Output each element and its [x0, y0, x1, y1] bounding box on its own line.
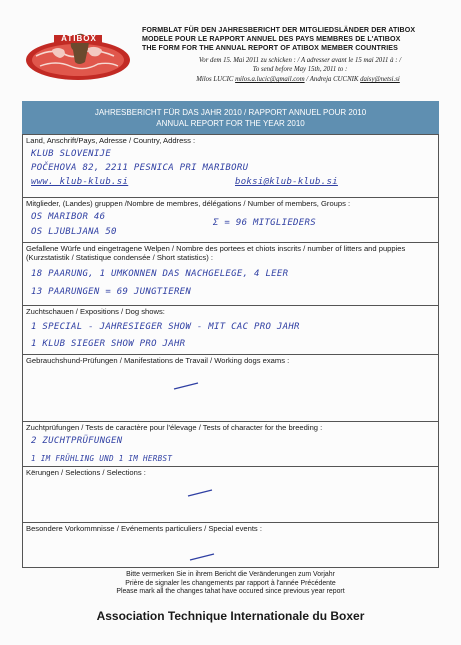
notice-line-de: Bitte vermerken Sie in ihrem Bericht die Veränderungen zum Vorjahr [126, 571, 335, 578]
send-line-1: Vor dem 15. Mai 2011 zu schicken : / A adresser avant le 15 mai 2011 à : / [198, 57, 402, 64]
handwritten-breeding-line-2: 1 IM FRÜHLING UND 1 IM HERBST [31, 454, 173, 463]
contacts-line [140, 75, 456, 84]
logo-wordmark: ATIBOX [61, 34, 97, 43]
handwritten-group-maribor: OS MARIBOR 46 [31, 212, 106, 222]
report-year-banner [22, 101, 439, 134]
organization-footer: Association Technique Internationale du Boxer [96, 609, 365, 623]
handwritten-group-ljubljana: OS LJUBLJANA 50 [31, 227, 117, 237]
section-breeding-tests [23, 421, 438, 466]
form-title [142, 26, 454, 53]
empty-field-stroke-icon [173, 382, 199, 390]
handwritten-shows-line-1: 1 SPECIAL - JAHRESIEGER SHOW - MIT CAC PRO JAHR [31, 322, 300, 332]
changes-notice [22, 571, 439, 597]
handwritten-shows-line-2: 1 KLUB SIEGER SHOW PRO JAHR [31, 339, 186, 349]
handwritten-address: POČEHOVA 82, 2211 PESNICA PRI MARIBORU [31, 163, 249, 173]
report-form [22, 134, 439, 568]
form-title-en: THE FORM FOR THE ANNUAL REPORT OF ATIBOX MEMBER COUNTRIES [142, 44, 398, 52]
atibox-logo [22, 26, 134, 82]
section-selections [23, 466, 438, 522]
handwritten-club-name: KLUB SLOVENIJE [31, 149, 112, 159]
handwritten-breeding-line-1: 2 ZUCHTPRÜFUNGEN [31, 436, 123, 446]
section-working-dogs-exams [23, 354, 438, 421]
handwritten-litters-line-2: 13 PAARUNGEN = 69 JUNGTIEREN [31, 287, 192, 297]
contact-email-1[interactable]: milos.a.lucic@gmail.com [235, 76, 305, 83]
section-country-address [23, 135, 438, 197]
section-label: Besondere Vorkommnisse / Evénements particuliers / Special events : [26, 524, 262, 533]
notice-line-fr: Prière de signaler les changements par rapport à l'année Précédente [125, 579, 336, 587]
empty-field-stroke-icon [189, 553, 215, 561]
handwritten-email: boksi@klub-klub.si [235, 177, 338, 187]
section-label: Mitglieder, (Landes) gruppen /Nombre de membres, délégations / Number of members, Groups : [26, 199, 351, 208]
empty-field-stroke-icon [187, 489, 213, 497]
contact-name-2: / Andreja CUCNIK [304, 76, 361, 83]
section-label: Gebrauchshund-Prüfungen / Manifestations de Travail / Working dogs exams : [26, 356, 290, 365]
banner-line-2: ANNUAL REPORT FOR THE YEAR 2010 [156, 118, 305, 128]
handwritten-website: www. klub-klub.si [31, 177, 129, 187]
contact-name-1: Milos LUCIC [196, 76, 234, 83]
form-title-fr: MODELE POUR LE RAPPORT ANNUEL DES PAYS MEMBRES DE L'ATIBOX [142, 35, 401, 43]
handwritten-litters-line-1: 18 PAARUNG, 1 UMKONNEN DAS NACHGELEGE, 4 LEER [31, 269, 289, 279]
section-label: Zuchtschauen / Expositions / Dog shows: [26, 307, 165, 316]
handwritten-member-total: Σ = 96 MITGLIEDERS [213, 218, 316, 228]
section-label: Kërungen / Selections / Selections : [26, 468, 146, 477]
banner-line-1: JAHRESBERICHT FÜR DAS JAHR 2010 / RAPPORT ANNUEL POUR 2010 [94, 107, 367, 117]
section-dog-shows [23, 305, 438, 354]
send-line-2: To send before May 15th, 2011 to : [252, 66, 348, 73]
section-litters-puppies [23, 242, 438, 305]
section-label: Land, Anschrift/Pays, Adresse / Country, Address : [26, 136, 196, 145]
contact-email-2[interactable]: daisy@netsi.si [360, 76, 400, 83]
form-title-de: FORMBLAT FÜR DEN JAHRESBERICHT DER MITGLIEDSLÄNDER DER ATIBOX [142, 26, 416, 34]
section-label: Gefallene Würfe und eingetragene Welpen / Nombre des portees et chiots inscrits / number of litters and puppies (Kurzstatistik / Statistique condensée / Short statistics) : [26, 244, 406, 262]
section-label: Zuchtprüfungen / Tests de caractère pour l'élevage / Tests of character for the breeding : [26, 423, 323, 432]
section-members-groups [23, 197, 438, 242]
section-special-events [23, 522, 438, 567]
notice-line-en: Please mark all the changes tahat have occured since previous year report [116, 588, 345, 595]
send-instructions [150, 56, 450, 74]
